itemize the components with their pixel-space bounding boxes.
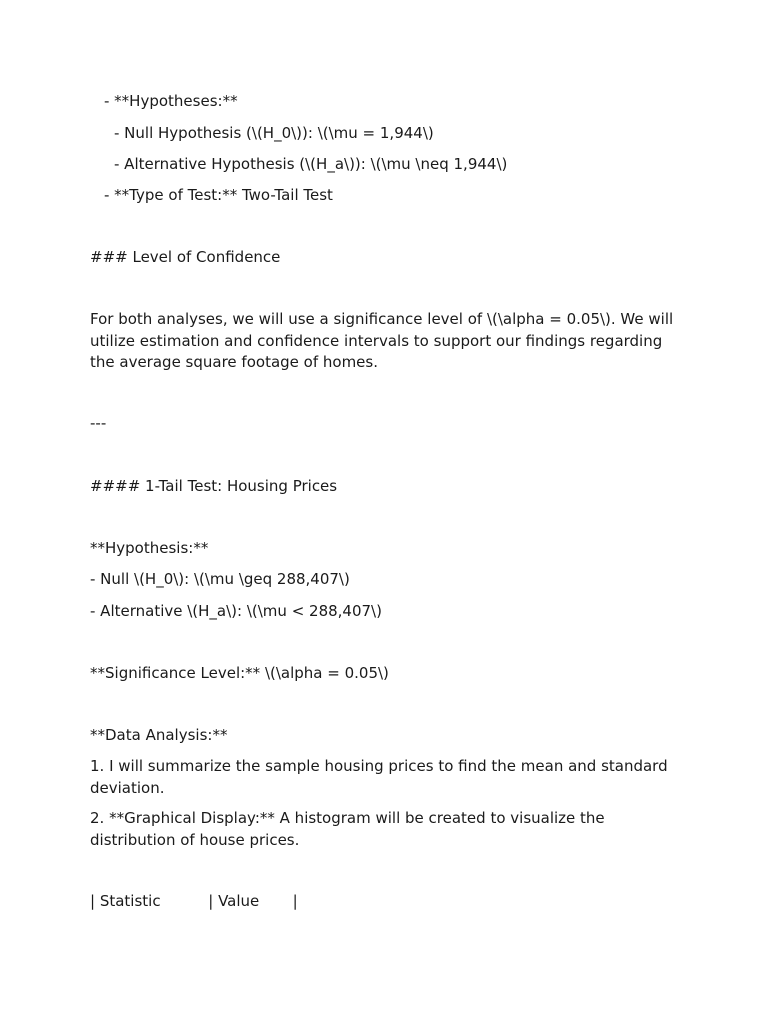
section-separator: --- (90, 414, 107, 432)
data-analysis-label: **Data Analysis:** (90, 726, 228, 744)
null-hypothesis-prices: - Null \(H_0\): \(\mu \geq 288,407\) (90, 570, 350, 588)
one-tail-test-heading: #### 1-Tail Test: Housing Prices (90, 477, 338, 495)
type-of-test: - **Type of Test:** Two-Tail Test (104, 186, 333, 204)
level-of-confidence-paragraph: For both analyses, we will use a significance level of \(\alpha = 0.05\). We will utilize estimation and confidence intervals to support our findings regarding the average square footage of homes. (90, 310, 674, 371)
statistics-table-header: | Statistic | Value | (90, 892, 298, 910)
alternative-hypothesis: - Alternative Hypothesis (\(H_a\)): \(\mu \neq 1,944\) (114, 155, 508, 173)
hypotheses-heading: - **Hypotheses:** (104, 92, 238, 110)
level-of-confidence-heading: ### Level of Confidence (90, 248, 281, 266)
alternative-hypothesis-prices: - Alternative \(H_a\): \(\mu < 288,407\) (90, 602, 382, 620)
null-hypothesis: - Null Hypothesis (\(H_0\)): \(\mu = 1,944\) (114, 124, 434, 142)
data-analysis-step-1: 1. I will summarize the sample housing prices to find the mean and standard deviation. (90, 757, 668, 797)
hypothesis-label: **Hypothesis:** (90, 539, 209, 557)
data-analysis-step-2: 2. **Graphical Display:** A histogram will be created to visualize the distribution of house prices. (90, 809, 605, 849)
significance-level: **Significance Level:** \(\alpha = 0.05\) (90, 664, 389, 682)
